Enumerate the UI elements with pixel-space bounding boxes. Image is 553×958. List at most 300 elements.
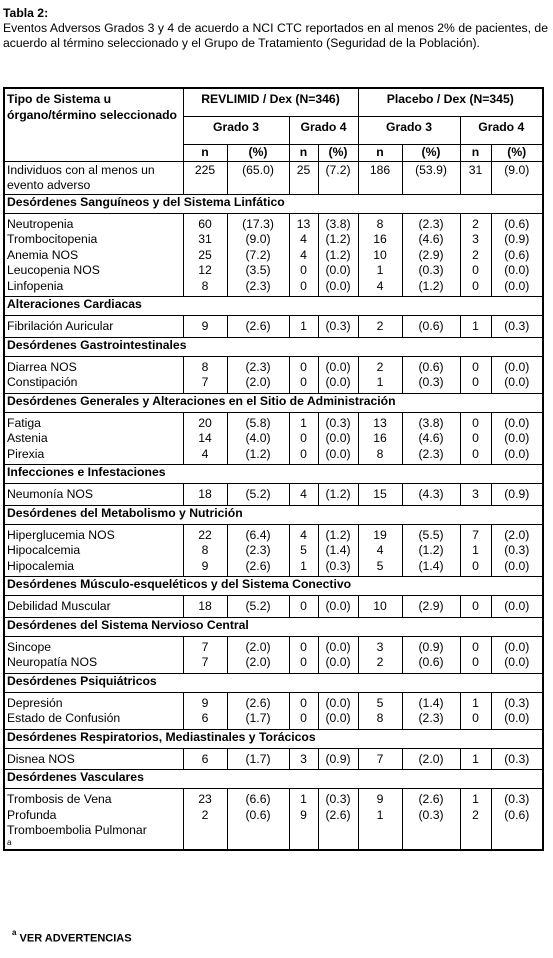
section-header-row <box>4 729 543 748</box>
event-value: (0.6) <box>245 807 271 822</box>
event-value: 13 <box>296 216 311 231</box>
event-value: 1 <box>300 319 307 333</box>
event-labels <box>4 596 183 618</box>
event-value: (0.6) <box>418 359 444 374</box>
adverse-events-table <box>3 87 544 851</box>
event-value: 9 <box>376 792 384 806</box>
event-value: 1 <box>300 415 307 430</box>
event-value: (0.3) <box>504 319 530 333</box>
event-value: (3.8) <box>325 216 351 231</box>
section-header-row <box>4 194 543 213</box>
section-data-row <box>4 356 543 393</box>
event-value: 8 <box>201 543 209 557</box>
section-title: Infecciones e Infestaciones <box>4 465 543 484</box>
section-data-row <box>4 484 543 506</box>
event-value: 16 <box>373 232 387 246</box>
event-value: (1.2) <box>418 543 444 557</box>
event-label: Astenia <box>7 431 48 445</box>
event-value: (2.9) <box>418 247 444 262</box>
event-value: (0.3) <box>418 263 444 277</box>
event-label: Tromboembolia Pulmonar <box>7 823 147 837</box>
header-grade4-b: Grado 4 <box>460 117 543 145</box>
value-column <box>318 636 358 673</box>
event-value: (2.3) <box>245 543 271 557</box>
value-column <box>358 789 402 850</box>
value-column <box>227 213 289 297</box>
event-value: (0.0) <box>504 415 530 430</box>
footnote-marker: a <box>12 928 17 937</box>
value-column <box>460 484 491 506</box>
event-value: 2 <box>201 807 209 822</box>
value-column <box>491 692 543 729</box>
overall-value: 186 <box>358 161 402 194</box>
value-column <box>491 596 543 618</box>
event-value: (0.6) <box>504 216 530 231</box>
event-value: 0 <box>300 359 307 374</box>
event-value: 1 <box>472 543 479 557</box>
event-label: Neutropenia <box>7 216 74 231</box>
value-column <box>402 524 460 577</box>
event-value: (0.0) <box>325 278 351 293</box>
event-value: (0.0) <box>325 655 351 669</box>
value-column <box>402 316 460 338</box>
header-n: n <box>358 145 402 162</box>
event-value: 3 <box>472 487 479 501</box>
value-column <box>183 636 227 673</box>
value-column <box>402 412 460 465</box>
event-value: (0.0) <box>325 431 351 445</box>
event-labels <box>4 524 183 577</box>
event-value: (0.0) <box>325 359 351 374</box>
section-data-row <box>4 524 543 577</box>
event-value: 2 <box>376 319 384 333</box>
event-value: 2 <box>472 247 479 262</box>
value-column <box>183 596 227 618</box>
event-value: 9 <box>201 695 209 710</box>
value-column <box>318 789 358 850</box>
event-value: (0.3) <box>504 543 530 557</box>
value-column <box>289 412 318 465</box>
event-value: 1 <box>472 319 479 333</box>
event-value: (2.0) <box>245 375 271 389</box>
event-value: (0.0) <box>325 263 351 277</box>
value-column <box>227 789 289 850</box>
event-label: Sincope <box>7 639 52 654</box>
event-label: Trombocitopenia <box>7 232 98 246</box>
section-data-row <box>4 748 543 770</box>
header-placebo: Placebo / Dex (N=345) <box>358 88 543 117</box>
event-value: 2 <box>376 655 384 669</box>
event-label: Debilidad Muscular <box>7 599 111 613</box>
event-value: (0.0) <box>504 431 530 445</box>
value-column <box>402 636 460 673</box>
event-value: 0 <box>472 375 479 389</box>
overall-value: 31 <box>460 161 491 194</box>
event-value: (0.9) <box>504 232 530 246</box>
value-column <box>289 636 318 673</box>
event-value: (17.3) <box>242 216 274 231</box>
value-column <box>183 412 227 465</box>
event-value: (5.2) <box>245 599 271 613</box>
value-column <box>358 524 402 577</box>
event-value: (0.9) <box>504 487 530 501</box>
section-title: Desórdenes del Sistema Nervioso Central <box>4 617 543 636</box>
event-value: (4.0) <box>245 431 271 445</box>
event-value: 2 <box>472 807 479 822</box>
value-column <box>318 524 358 577</box>
event-value <box>405 823 458 839</box>
value-column <box>402 596 460 618</box>
event-value: (0.0) <box>325 446 351 461</box>
section-title: Desórdenes Generales y Alteraciones en el Sitio de Administración <box>4 393 543 412</box>
event-value: (4.3) <box>418 487 444 501</box>
value-column <box>289 789 318 850</box>
event-value: 0 <box>300 599 307 613</box>
event-label: Profunda <box>7 807 57 822</box>
overall-label: Individuos con al menos un evento adverso <box>4 161 183 194</box>
value-column <box>183 524 227 577</box>
event-labels <box>4 636 183 673</box>
section-title: Desórdenes Músculo-esqueléticos y del Sistema Conectivo <box>4 577 543 596</box>
value-column <box>460 356 491 393</box>
event-value: (1.2) <box>245 446 271 461</box>
event-value: 0 <box>472 446 479 461</box>
section-header-row <box>4 617 543 636</box>
event-label: Estado de Confusión <box>7 711 121 725</box>
event-value: 0 <box>472 558 479 573</box>
event-label: Trombosis de Vena <box>7 792 112 806</box>
event-value: (4.6) <box>418 431 444 445</box>
event-value: (0.0) <box>504 599 530 613</box>
event-value: (0.0) <box>504 263 530 277</box>
event-value: (5.8) <box>245 415 271 430</box>
event-value <box>321 823 356 839</box>
value-column <box>402 748 460 770</box>
event-value: 8 <box>201 278 209 293</box>
event-value: 0 <box>300 639 307 654</box>
value-column <box>491 636 543 673</box>
section-header-row <box>4 673 543 692</box>
value-column <box>289 692 318 729</box>
value-column <box>402 789 460 850</box>
event-label: Fatiga <box>7 415 41 430</box>
event-value: 0 <box>472 599 479 613</box>
value-column <box>460 692 491 729</box>
overall-value: 225 <box>183 161 227 194</box>
value-column <box>402 356 460 393</box>
event-value: 14 <box>198 431 212 445</box>
event-value: 8 <box>201 359 209 374</box>
header-pct: (%) <box>491 145 543 162</box>
event-value: 7 <box>201 655 209 669</box>
value-column <box>289 213 318 297</box>
event-value: 4 <box>300 527 307 542</box>
overall-value: (7.2) <box>318 161 358 194</box>
event-value: (0.0) <box>504 375 530 389</box>
value-column <box>402 692 460 729</box>
event-value: (2.3) <box>245 359 271 374</box>
section-header-row <box>4 297 543 316</box>
event-value: (1.2) <box>325 232 351 246</box>
event-value: 25 <box>198 247 212 262</box>
value-column <box>460 213 491 297</box>
event-label: Leucopenia NOS <box>7 263 100 277</box>
event-value: 4 <box>300 487 307 501</box>
value-column <box>491 316 543 338</box>
value-column <box>358 596 402 618</box>
event-value: 1 <box>300 558 307 573</box>
event-value: (0.3) <box>418 375 444 389</box>
event-value: 9 <box>201 319 209 333</box>
event-value: (5.2) <box>245 487 271 501</box>
event-value: (0.9) <box>325 751 351 766</box>
event-label: Neuropatía NOS <box>7 655 98 669</box>
event-value: 0 <box>472 278 479 293</box>
value-column <box>289 524 318 577</box>
value-column <box>183 316 227 338</box>
event-value: 7 <box>201 639 209 654</box>
event-value: (0.6) <box>504 247 530 262</box>
event-value: 7 <box>376 751 384 766</box>
event-value: (3.5) <box>245 263 271 277</box>
event-value: 0 <box>472 263 479 277</box>
section-title: Desórdenes Sanguíneos y del Sistema Linfático <box>4 194 543 213</box>
event-value: (0.0) <box>504 446 530 461</box>
event-value: 4 <box>300 232 307 246</box>
value-column <box>491 213 543 297</box>
event-value: 0 <box>472 359 479 374</box>
event-value: (3.8) <box>418 415 444 430</box>
value-column <box>227 748 289 770</box>
event-value: 4 <box>201 446 209 461</box>
event-value: (6.4) <box>245 527 271 542</box>
event-value: (2.6) <box>245 319 271 333</box>
value-column <box>318 356 358 393</box>
event-value: 0 <box>472 415 479 430</box>
event-value: 0 <box>300 278 307 293</box>
event-value <box>494 823 541 839</box>
event-value: 0 <box>300 695 307 710</box>
event-value: (0.0) <box>504 655 530 669</box>
header-grade3-b: Grado 3 <box>358 117 460 145</box>
event-value: 15 <box>373 487 387 501</box>
event-value: 12 <box>198 263 212 277</box>
value-column <box>227 596 289 618</box>
event-value: 4 <box>376 278 384 293</box>
event-value: (1.2) <box>325 527 351 542</box>
value-column <box>227 636 289 673</box>
value-column <box>358 316 402 338</box>
event-value: 3 <box>376 639 384 654</box>
value-column <box>491 356 543 393</box>
event-value <box>361 823 400 839</box>
event-value: (0.3) <box>325 792 351 806</box>
event-value: 0 <box>472 711 479 725</box>
event-value: 1 <box>376 807 384 822</box>
event-value: 2 <box>472 216 479 231</box>
event-value: (0.3) <box>325 415 351 430</box>
event-value: (2.6) <box>325 807 351 822</box>
value-column <box>318 412 358 465</box>
overall-value: (9.0) <box>491 161 543 194</box>
value-column <box>183 692 227 729</box>
event-value: (1.2) <box>418 278 444 293</box>
event-value: (6.6) <box>245 792 271 806</box>
event-labels <box>4 316 183 338</box>
overall-value: (65.0) <box>227 161 289 194</box>
event-value: 1 <box>472 792 479 806</box>
event-value: 0 <box>300 375 307 389</box>
event-labels <box>4 692 183 729</box>
event-value: (0.0) <box>325 695 351 710</box>
event-value: 23 <box>198 792 212 806</box>
footnote <box>12 930 132 945</box>
value-column <box>358 748 402 770</box>
value-column <box>227 316 289 338</box>
event-value: (2.0) <box>418 751 444 766</box>
event-value <box>292 823 316 839</box>
event-label: Hipocalemia <box>7 558 75 573</box>
event-value: 0 <box>472 639 479 654</box>
value-column <box>491 789 543 850</box>
event-label: Diarrea NOS <box>7 359 77 374</box>
event-value: (0.3) <box>504 695 530 710</box>
value-column <box>358 692 402 729</box>
event-value: (1.4) <box>418 695 444 710</box>
event-value: 16 <box>373 431 387 445</box>
event-value: 10 <box>373 247 387 262</box>
event-value: 8 <box>376 711 384 725</box>
event-value <box>186 823 225 839</box>
value-column <box>183 484 227 506</box>
event-value: 5 <box>376 558 384 573</box>
event-value: (1.2) <box>325 487 351 501</box>
section-header-row <box>4 465 543 484</box>
value-column <box>358 636 402 673</box>
event-value: (0.0) <box>325 711 351 725</box>
event-value: (1.4) <box>325 543 351 557</box>
section-data-row <box>4 692 543 729</box>
section-header-row <box>4 505 543 524</box>
event-value: 0 <box>300 431 307 445</box>
event-value: 0 <box>300 263 307 277</box>
event-value: (7.2) <box>245 247 271 262</box>
header-pct: (%) <box>318 145 358 162</box>
event-value: 0 <box>472 431 479 445</box>
value-column <box>289 596 318 618</box>
section-data-row <box>4 213 543 297</box>
value-column <box>289 316 318 338</box>
overall-value: 25 <box>289 161 318 194</box>
event-value: (5.5) <box>418 527 444 542</box>
event-value: (2.3) <box>245 278 271 293</box>
event-labels <box>4 412 183 465</box>
event-value: 18 <box>198 487 212 501</box>
event-value: 7 <box>201 375 209 389</box>
event-value: 8 <box>376 446 384 461</box>
event-labels <box>4 213 183 297</box>
header-revlimid: REVLIMID / Dex (N=346) <box>183 88 358 117</box>
section-title: Desórdenes del Metabolismo y Nutrición <box>4 505 543 524</box>
section-data-row <box>4 596 543 618</box>
section-title: Desórdenes Psiquiátricos <box>4 673 543 692</box>
event-value: (2.6) <box>418 792 444 806</box>
value-column <box>402 213 460 297</box>
header-grade4-a: Grado 4 <box>289 117 358 145</box>
event-value <box>463 823 489 839</box>
value-column <box>318 213 358 297</box>
value-column <box>460 789 491 850</box>
value-column <box>402 484 460 506</box>
event-value: (0.0) <box>504 359 530 374</box>
event-label: Anemia NOS <box>7 247 79 262</box>
event-value: 31 <box>198 232 212 246</box>
event-value: 1 <box>472 751 479 766</box>
section-header-row <box>4 577 543 596</box>
event-value: 10 <box>373 599 387 613</box>
event-value: 4 <box>376 543 384 557</box>
event-label: Hipocalcemia <box>7 543 81 557</box>
header-system-organ: Tipo de Sistema u órgano/término seleccionado <box>4 88 183 161</box>
value-column <box>460 748 491 770</box>
event-value: 0 <box>300 655 307 669</box>
event-value: (0.0) <box>504 711 530 725</box>
value-column <box>460 316 491 338</box>
event-value: (1.2) <box>325 247 351 262</box>
value-column <box>183 356 227 393</box>
event-value: 19 <box>373 527 387 542</box>
event-value: 20 <box>198 415 212 430</box>
event-value: 3 <box>300 751 307 766</box>
event-value: (0.6) <box>504 807 530 822</box>
event-labels <box>4 789 183 850</box>
value-column <box>460 412 491 465</box>
event-value: 22 <box>198 527 212 542</box>
event-value: 1 <box>376 375 384 389</box>
value-column <box>183 748 227 770</box>
value-column <box>460 596 491 618</box>
event-value: 5 <box>300 543 307 557</box>
header-n: n <box>289 145 318 162</box>
footnote-text: VER ADVERTENCIAS <box>19 932 132 945</box>
header-pct: (%) <box>227 145 289 162</box>
value-column <box>289 748 318 770</box>
event-label: Fibrilación Auricular <box>7 319 114 333</box>
value-column <box>289 484 318 506</box>
event-value: (0.3) <box>325 319 351 333</box>
value-column <box>318 692 358 729</box>
section-header-row <box>4 337 543 356</box>
event-value: (1.7) <box>245 751 271 766</box>
event-value: (0.9) <box>418 639 444 654</box>
event-value <box>230 823 287 839</box>
event-value: (2.0) <box>504 527 530 542</box>
event-value: 0 <box>300 711 307 725</box>
header-n: n <box>183 145 227 162</box>
event-value: (2.6) <box>245 695 271 710</box>
event-value: 18 <box>198 599 212 613</box>
event-value: 0 <box>300 446 307 461</box>
section-data-row <box>4 412 543 465</box>
header-pct: (%) <box>402 145 460 162</box>
event-labels <box>4 748 183 770</box>
event-label: Disnea NOS <box>7 751 75 766</box>
event-value: (2.0) <box>245 655 271 669</box>
value-column <box>227 484 289 506</box>
event-value: 1 <box>472 695 479 710</box>
event-value: 7 <box>472 527 479 542</box>
event-value: 9 <box>201 558 209 573</box>
